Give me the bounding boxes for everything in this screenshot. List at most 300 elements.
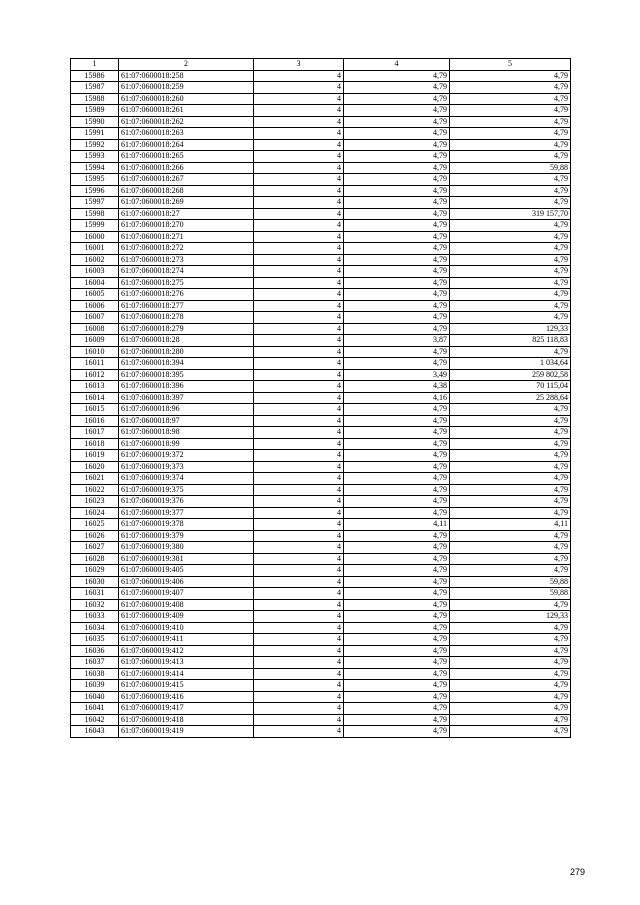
table-cell: 15995 [71,174,119,186]
table-cell: 4 [254,703,344,715]
table-cell: 4,79 [450,553,571,565]
table-cell: 4,79 [450,128,571,140]
table-cell: 4,79 [450,507,571,519]
table-cell: 4 [254,300,344,312]
table-cell: 16013 [71,381,119,393]
table-row [71,473,571,485]
table-cell: 4 [254,404,344,416]
table-cell: 16009 [71,335,119,347]
table-cell: 16020 [71,461,119,473]
table-cell: 4 [254,139,344,151]
table-cell: 61:07:0600018:264 [119,139,254,151]
table-cell: 4,11 [450,519,571,531]
table-cell: 61:07:0600018:277 [119,300,254,312]
table-cell: 4 [254,576,344,588]
table-cell: 4 [254,335,344,347]
table-cell: 4 [254,128,344,140]
table-cell: 4 [254,323,344,335]
table-cell: 4 [254,427,344,439]
table-cell: 4,79 [450,691,571,703]
table-cell: 4 [254,726,344,738]
table-cell: 4 [254,461,344,473]
table-row [71,714,571,726]
table-cell: 4,79 [344,622,450,634]
table-cell: 4,79 [450,542,571,554]
table-cell: 61:07:0600019:373 [119,461,254,473]
table-cell: 4 [254,496,344,508]
table-cell: 4,79 [450,197,571,209]
table-cell: 61:07:0600019:376 [119,496,254,508]
table-cell: 4 [254,151,344,163]
table-cell: 4,79 [344,415,450,427]
table-cell: 4,79 [450,231,571,243]
table-cell: 4,79 [344,220,450,232]
table-cell: 4,79 [450,657,571,669]
table-cell: 4,79 [450,116,571,128]
table-row [71,369,571,381]
table-cell: 61:07:0600019:379 [119,530,254,542]
table-row [71,530,571,542]
table-cell: 61:07:0600018:96 [119,404,254,416]
table-cell: 61:07:0600018:27 [119,208,254,220]
table-row [71,254,571,266]
table-cell: 4 [254,553,344,565]
table-cell: 4,79 [450,174,571,186]
table-cell: 4,79 [344,243,450,255]
table-cell: 61:07:0600019:406 [119,576,254,588]
table-cell: 16022 [71,484,119,496]
table-row [71,645,571,657]
table-cell: 4 [254,473,344,485]
table-cell: 4,79 [344,346,450,358]
table-cell: 15987 [71,82,119,94]
table-cell: 59,88 [450,576,571,588]
table-cell: 61:07:0600018:278 [119,312,254,324]
table-cell: 4,79 [450,139,571,151]
table-cell: 4 [254,622,344,634]
table-cell: 4,79 [450,599,571,611]
table-cell: 825 118,83 [450,335,571,347]
table-row [71,323,571,335]
table-cell: 16018 [71,438,119,450]
table-cell: 4,79 [344,484,450,496]
table-cell: 61:07:0600018:270 [119,220,254,232]
table-cell: 4,79 [450,565,571,577]
table-cell: 4 [254,599,344,611]
table-cell: 61:07:0600018:262 [119,116,254,128]
table-cell: 61:07:0600018:273 [119,254,254,266]
table-cell: 16016 [71,415,119,427]
table-cell: 4 [254,507,344,519]
table-cell: 4 [254,645,344,657]
table-row [71,703,571,715]
table-row [71,565,571,577]
table-cell: 16043 [71,726,119,738]
table-row [71,151,571,163]
table-cell: 61:07:0600019:417 [119,703,254,715]
table-cell: 4 [254,105,344,117]
column-header: 1 [71,59,119,71]
table-cell: 4,38 [344,381,450,393]
table-cell: 4,11 [344,519,450,531]
table-cell: 4,79 [344,714,450,726]
table-cell: 16038 [71,668,119,680]
table-cell: 16019 [71,450,119,462]
table-cell: 16032 [71,599,119,611]
table-cell: 4 [254,450,344,462]
column-header: 2 [119,59,254,71]
table-cell: 3,87 [344,335,450,347]
table-cell: 4,79 [344,116,450,128]
table-cell: 61:07:0600019:405 [119,565,254,577]
table-cell: 61:07:0600019:378 [119,519,254,531]
table-row [71,599,571,611]
table-cell: 4,79 [344,565,450,577]
table-cell: 4,79 [344,668,450,680]
table-cell: 16021 [71,473,119,485]
table-cell: 16033 [71,611,119,623]
table-cell: 4,79 [344,611,450,623]
table-cell: 4 [254,116,344,128]
table-body [71,70,571,737]
table-cell: 4 [254,93,344,105]
table-cell: 4,79 [344,461,450,473]
table-cell: 4,79 [344,289,450,301]
table-cell: 4,79 [450,82,571,94]
table-row [71,461,571,473]
table-cell: 4,79 [450,703,571,715]
table-cell: 61:07:0600019:377 [119,507,254,519]
table-row [71,622,571,634]
table-cell: 16000 [71,231,119,243]
table-row [71,93,571,105]
table-cell: 4,79 [344,105,450,117]
table-cell: 4 [254,346,344,358]
table-cell: 4,79 [344,427,450,439]
table-cell: 4,79 [344,657,450,669]
table-row [71,82,571,94]
table-row [71,312,571,324]
table-cell: 61:07:0600019:411 [119,634,254,646]
table-cell: 16004 [71,277,119,289]
table-cell: 4,79 [450,438,571,450]
column-header: 3 [254,59,344,71]
table-cell: 4,79 [450,427,571,439]
table-row [71,542,571,554]
table-cell: 4 [254,197,344,209]
table-cell: 4,79 [450,105,571,117]
table-cell: 4,79 [450,484,571,496]
table-row [71,243,571,255]
table-cell: 4 [254,519,344,531]
table-row [71,496,571,508]
table-row [71,197,571,209]
table-cell: 4,79 [450,289,571,301]
table-cell: 16002 [71,254,119,266]
table-cell: 4,79 [450,312,571,324]
table-cell: 4,79 [450,300,571,312]
table-cell: 4 [254,358,344,370]
table-cell: 4 [254,208,344,220]
table-cell: 16035 [71,634,119,646]
table-cell: 129,33 [450,323,571,335]
table-cell: 4 [254,680,344,692]
table-cell: 15990 [71,116,119,128]
table-cell: 4,79 [344,82,450,94]
table-row [71,70,571,82]
table-cell: 61:07:0600018:268 [119,185,254,197]
table-cell: 4,79 [344,404,450,416]
table-cell: 4,79 [344,473,450,485]
table-cell: 4,79 [344,70,450,82]
table-cell: 4,79 [450,266,571,278]
table-cell: 4,79 [344,496,450,508]
table-cell: 4,79 [344,507,450,519]
table-row [71,438,571,450]
table-cell: 61:07:0600018:259 [119,82,254,94]
table-cell: 4 [254,611,344,623]
table-row [71,519,571,531]
table-row [71,162,571,174]
table-cell: 4,79 [344,197,450,209]
table-cell: 4,79 [450,277,571,289]
table-cell: 4 [254,266,344,278]
table-cell: 4,79 [450,450,571,462]
table-cell: 16023 [71,496,119,508]
table-cell: 16012 [71,369,119,381]
table-row [71,634,571,646]
table-cell: 61:07:0600018:260 [119,93,254,105]
table-cell: 4,79 [450,151,571,163]
table-cell: 61:07:0600019:381 [119,553,254,565]
table-cell: 16003 [71,266,119,278]
table-cell: 16034 [71,622,119,634]
table-row [71,346,571,358]
page-number: 279 [569,867,585,877]
table-cell: 15989 [71,105,119,117]
table-cell: 4,79 [344,358,450,370]
table-cell: 16037 [71,657,119,669]
table-cell: 61:07:0600018:272 [119,243,254,255]
table-cell: 4 [254,668,344,680]
table-row [71,105,571,117]
table-cell: 61:07:0600018:98 [119,427,254,439]
table-cell: 4,79 [344,542,450,554]
table-cell: 4,79 [344,312,450,324]
table-cell: 4 [254,243,344,255]
table-row [71,392,571,404]
table-cell: 4,79 [344,553,450,565]
table-cell: 259 802,58 [450,369,571,381]
table-cell: 4,79 [344,231,450,243]
table-cell: 4,79 [344,139,450,151]
table-cell: 4,79 [450,530,571,542]
table-cell: 16026 [71,530,119,542]
table-cell: 16041 [71,703,119,715]
table-cell: 4,79 [344,691,450,703]
table-cell: 4,79 [344,588,450,600]
table-row [71,220,571,232]
table-cell: 61:07:0600019:414 [119,668,254,680]
table-cell: 16010 [71,346,119,358]
table-cell: 61:07:0600019:410 [119,622,254,634]
table-cell: 4,79 [344,277,450,289]
table-cell: 16029 [71,565,119,577]
table-cell: 4 [254,381,344,393]
table-cell: 61:07:0600019:407 [119,588,254,600]
table-cell: 4 [254,530,344,542]
table-cell: 61:07:0600019:372 [119,450,254,462]
table-cell: 16036 [71,645,119,657]
table-cell: 4 [254,691,344,703]
table-cell: 4,79 [344,576,450,588]
table-cell: 4,79 [450,680,571,692]
table-cell: 4,79 [344,599,450,611]
table-cell: 4,79 [344,680,450,692]
table-cell: 61:07:0600019:375 [119,484,254,496]
data-table [70,58,571,738]
table-cell: 16030 [71,576,119,588]
table-row [71,335,571,347]
table-cell: 4,79 [450,461,571,473]
table-row [71,185,571,197]
table-header-row [71,59,571,71]
table-cell: 4,16 [344,392,450,404]
table-cell: 61:07:0600018:267 [119,174,254,186]
table-cell: 4,79 [344,266,450,278]
table-cell: 16017 [71,427,119,439]
table-cell: 4,79 [450,254,571,266]
table-row [71,404,571,416]
table-cell: 15997 [71,197,119,209]
table-cell: 4,79 [450,714,571,726]
table-cell: 4 [254,289,344,301]
table-cell: 16014 [71,392,119,404]
table-cell: 61:07:0600019:409 [119,611,254,623]
table-cell: 4,79 [344,254,450,266]
table-cell: 16011 [71,358,119,370]
table-cell: 61:07:0600018:261 [119,105,254,117]
table-cell: 4 [254,565,344,577]
table-cell: 4 [254,254,344,266]
table-cell: 15993 [71,151,119,163]
table-row [71,266,571,278]
table-row [71,128,571,140]
table-cell: 4,79 [344,208,450,220]
table-cell: 4,79 [450,185,571,197]
table-cell: 4,79 [344,438,450,450]
table-cell: 4,79 [450,243,571,255]
table-cell: 4 [254,82,344,94]
table-cell: 4,79 [344,174,450,186]
table-cell: 16015 [71,404,119,416]
table-cell: 4 [254,312,344,324]
table-cell: 4 [254,438,344,450]
table-cell: 4 [254,542,344,554]
table-cell: 4 [254,162,344,174]
table-row [71,381,571,393]
table-cell: 3,49 [344,369,450,381]
table-cell: 16006 [71,300,119,312]
table-cell: 15988 [71,93,119,105]
table-cell: 4 [254,588,344,600]
table-cell: 16027 [71,542,119,554]
table-row [71,289,571,301]
table-cell: 4,79 [450,496,571,508]
table-cell: 16005 [71,289,119,301]
table-cell: 4,79 [450,473,571,485]
table-cell: 61:07:0600019:412 [119,645,254,657]
table-cell: 4 [254,231,344,243]
table-cell: 61:07:0600018:263 [119,128,254,140]
table-cell: 61:07:0600018:394 [119,358,254,370]
table-cell: 4 [254,415,344,427]
table-cell: 61:07:0600018:265 [119,151,254,163]
table-cell: 4,79 [344,645,450,657]
table-cell: 61:07:0600018:28 [119,335,254,347]
table-cell: 61:07:0600018:397 [119,392,254,404]
table-cell: 16031 [71,588,119,600]
table-cell: 15994 [71,162,119,174]
table-cell: 4,79 [344,185,450,197]
table-cell: 4,79 [344,151,450,163]
table-cell: 61:07:0600019:418 [119,714,254,726]
table-cell: 4,79 [450,404,571,416]
table-cell: 4,79 [450,622,571,634]
table-cell: 4,79 [450,220,571,232]
table-cell: 129,33 [450,611,571,623]
table-cell: 61:07:0600018:274 [119,266,254,278]
table-cell: 4,79 [344,300,450,312]
table-cell: 4,79 [344,634,450,646]
table-cell: 15992 [71,139,119,151]
table-cell: 4,79 [450,634,571,646]
table-cell: 16024 [71,507,119,519]
table-row [71,450,571,462]
table-cell: 16001 [71,243,119,255]
table-cell: 4,79 [450,668,571,680]
table-cell: 4,79 [344,128,450,140]
table-cell: 4,79 [344,726,450,738]
table-cell: 61:07:0600018:276 [119,289,254,301]
table-cell: 4 [254,657,344,669]
column-header: 4 [344,59,450,71]
table-row [71,680,571,692]
table-row [71,358,571,370]
table-cell: 61:07:0600018:271 [119,231,254,243]
table-cell: 59,88 [450,588,571,600]
table-cell: 4,79 [450,726,571,738]
table-cell: 4 [254,174,344,186]
table-row [71,588,571,600]
table-cell: 61:07:0600019:413 [119,657,254,669]
table-row [71,116,571,128]
table-cell: 4,79 [450,70,571,82]
table-cell: 15998 [71,208,119,220]
table-cell: 4,79 [344,93,450,105]
table-cell: 61:07:0600018:269 [119,197,254,209]
table-cell: 4,79 [450,415,571,427]
table-row [71,139,571,151]
table-cell: 61:07:0600018:99 [119,438,254,450]
table-cell: 1 034,64 [450,358,571,370]
table-cell: 61:07:0600018:280 [119,346,254,358]
table-cell: 59,88 [450,162,571,174]
table-cell: 16007 [71,312,119,324]
table-cell: 4,79 [344,162,450,174]
table-cell: 61:07:0600019:374 [119,473,254,485]
table-cell: 25 288,64 [450,392,571,404]
